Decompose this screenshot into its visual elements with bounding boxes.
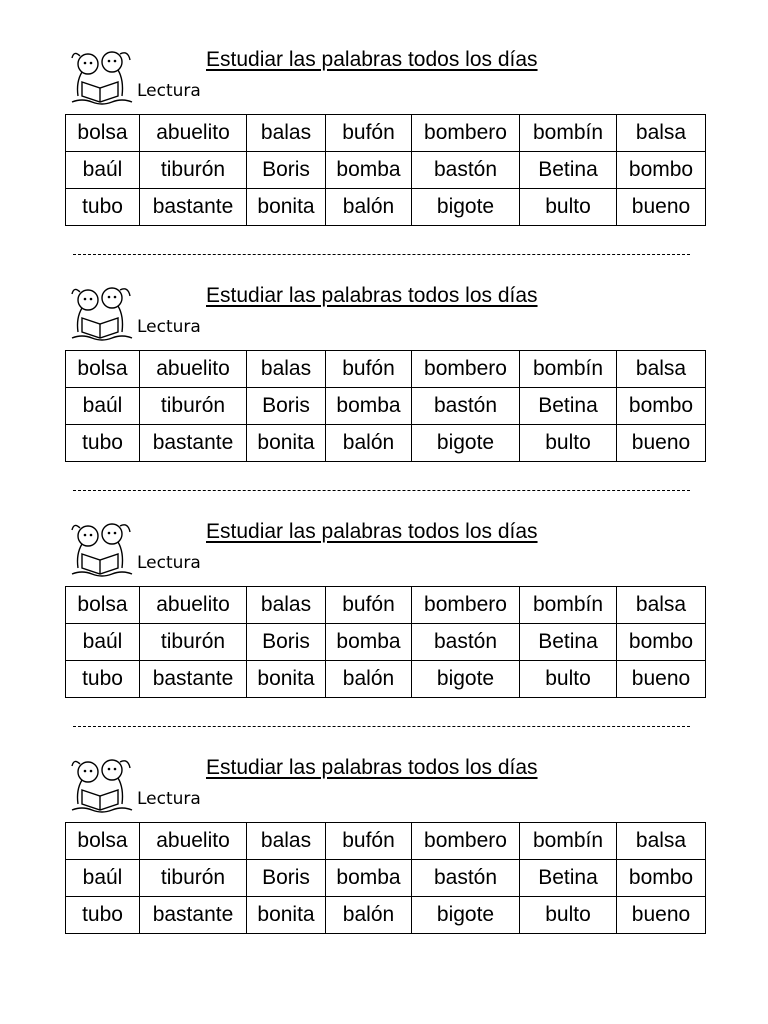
word-cell: bastante [140,661,247,698]
word-cell: abuelito [140,351,247,388]
worksheet-title: Estudiar las palabras todos los días [206,48,538,71]
word-cell: bastón [412,388,520,425]
word-cell: balas [247,587,326,624]
word-cell: bueno [617,661,706,698]
worksheet-subtitle: Lectura [137,789,201,809]
word-cell: bombín [520,115,617,152]
table-row [66,115,706,152]
table-row [66,388,706,425]
worksheet-section [0,708,768,940]
children-reading-book-icon [68,756,134,814]
word-cell: balas [247,115,326,152]
word-cell: bigote [412,189,520,226]
table-row [66,152,706,189]
word-cell: bombo [617,388,706,425]
word-cell: balón [326,897,412,934]
table-row [66,351,706,388]
word-cell: bombo [617,152,706,189]
word-cell: Betina [520,624,617,661]
word-cell: bufón [326,115,412,152]
word-cell: tubo [66,897,140,934]
word-cell: bigote [412,661,520,698]
worksheet-subtitle: Lectura [137,81,201,101]
word-cell: bombo [617,860,706,897]
word-cell: bonita [247,661,326,698]
word-cell: bigote [412,425,520,462]
table-row [66,661,706,698]
word-cell: bombero [412,587,520,624]
table-row [66,189,706,226]
word-cell: bonita [247,189,326,226]
children-reading-book-icon [68,284,134,342]
word-cell: bombero [412,823,520,860]
word-cell: bastante [140,897,247,934]
word-cell: bolsa [66,587,140,624]
worksheet-title: Estudiar las palabras todos los días [206,284,538,307]
children-reading-book-icon [68,48,134,106]
word-cell: bastante [140,425,247,462]
word-table [65,822,706,934]
word-cell: Boris [247,624,326,661]
word-cell: baúl [66,624,140,661]
table-row [66,897,706,934]
worksheet-subtitle: Lectura [137,553,201,573]
worksheet-title: Estudiar las palabras todos los días [206,520,538,543]
word-cell: bulto [520,897,617,934]
word-cell: Betina [520,860,617,897]
word-cell: bufón [326,587,412,624]
word-cell: bonita [247,425,326,462]
word-cell: bombo [617,624,706,661]
table-row [66,860,706,897]
word-cell: abuelito [140,587,247,624]
word-cell: tiburón [140,388,247,425]
word-cell: abuelito [140,115,247,152]
word-cell: bastón [412,624,520,661]
word-cell: abuelito [140,823,247,860]
word-cell: bueno [617,425,706,462]
word-cell: bonita [247,897,326,934]
word-cell: tubo [66,661,140,698]
table-row [66,624,706,661]
worksheet-subtitle: Lectura [137,317,201,337]
worksheet-section [0,236,768,468]
word-cell: balas [247,351,326,388]
word-cell: balsa [617,115,706,152]
word-cell: baúl [66,152,140,189]
word-cell: tiburón [140,624,247,661]
word-cell: bueno [617,189,706,226]
word-cell: bastón [412,152,520,189]
word-cell: balón [326,189,412,226]
word-cell: bomba [326,152,412,189]
word-cell: bufón [326,351,412,388]
word-cell: tubo [66,425,140,462]
worksheet-section [0,0,768,232]
worksheet-section [0,472,768,704]
word-cell: bolsa [66,351,140,388]
word-cell: bombín [520,587,617,624]
worksheet-title: Estudiar las palabras todos los días [206,756,538,779]
word-cell: balón [326,661,412,698]
word-cell: bueno [617,897,706,934]
word-cell: Boris [247,860,326,897]
word-cell: bomba [326,624,412,661]
word-cell: tiburón [140,860,247,897]
table-row [66,587,706,624]
word-cell: bastante [140,189,247,226]
word-cell: bombín [520,351,617,388]
word-cell: tiburón [140,152,247,189]
word-cell: baúl [66,860,140,897]
word-cell: bulto [520,425,617,462]
word-cell: balas [247,823,326,860]
word-cell: baúl [66,388,140,425]
word-cell: balón [326,425,412,462]
table-row [66,425,706,462]
word-cell: Betina [520,388,617,425]
word-table [65,114,706,226]
word-cell: Boris [247,388,326,425]
word-cell: tubo [66,189,140,226]
word-cell: bufón [326,823,412,860]
word-cell: bombero [412,351,520,388]
word-table [65,350,706,462]
children-reading-book-icon [68,520,134,578]
word-cell: bigote [412,897,520,934]
word-cell: bolsa [66,115,140,152]
word-cell: bombero [412,115,520,152]
word-cell: bomba [326,860,412,897]
word-cell: balsa [617,587,706,624]
word-cell: balsa [617,351,706,388]
word-cell: bastón [412,860,520,897]
word-cell: bombín [520,823,617,860]
word-cell: bulto [520,661,617,698]
word-cell: bomba [326,388,412,425]
word-cell: Betina [520,152,617,189]
table-row [66,823,706,860]
word-cell: balsa [617,823,706,860]
word-cell: Boris [247,152,326,189]
word-table [65,586,706,698]
word-cell: bulto [520,189,617,226]
word-cell: bolsa [66,823,140,860]
